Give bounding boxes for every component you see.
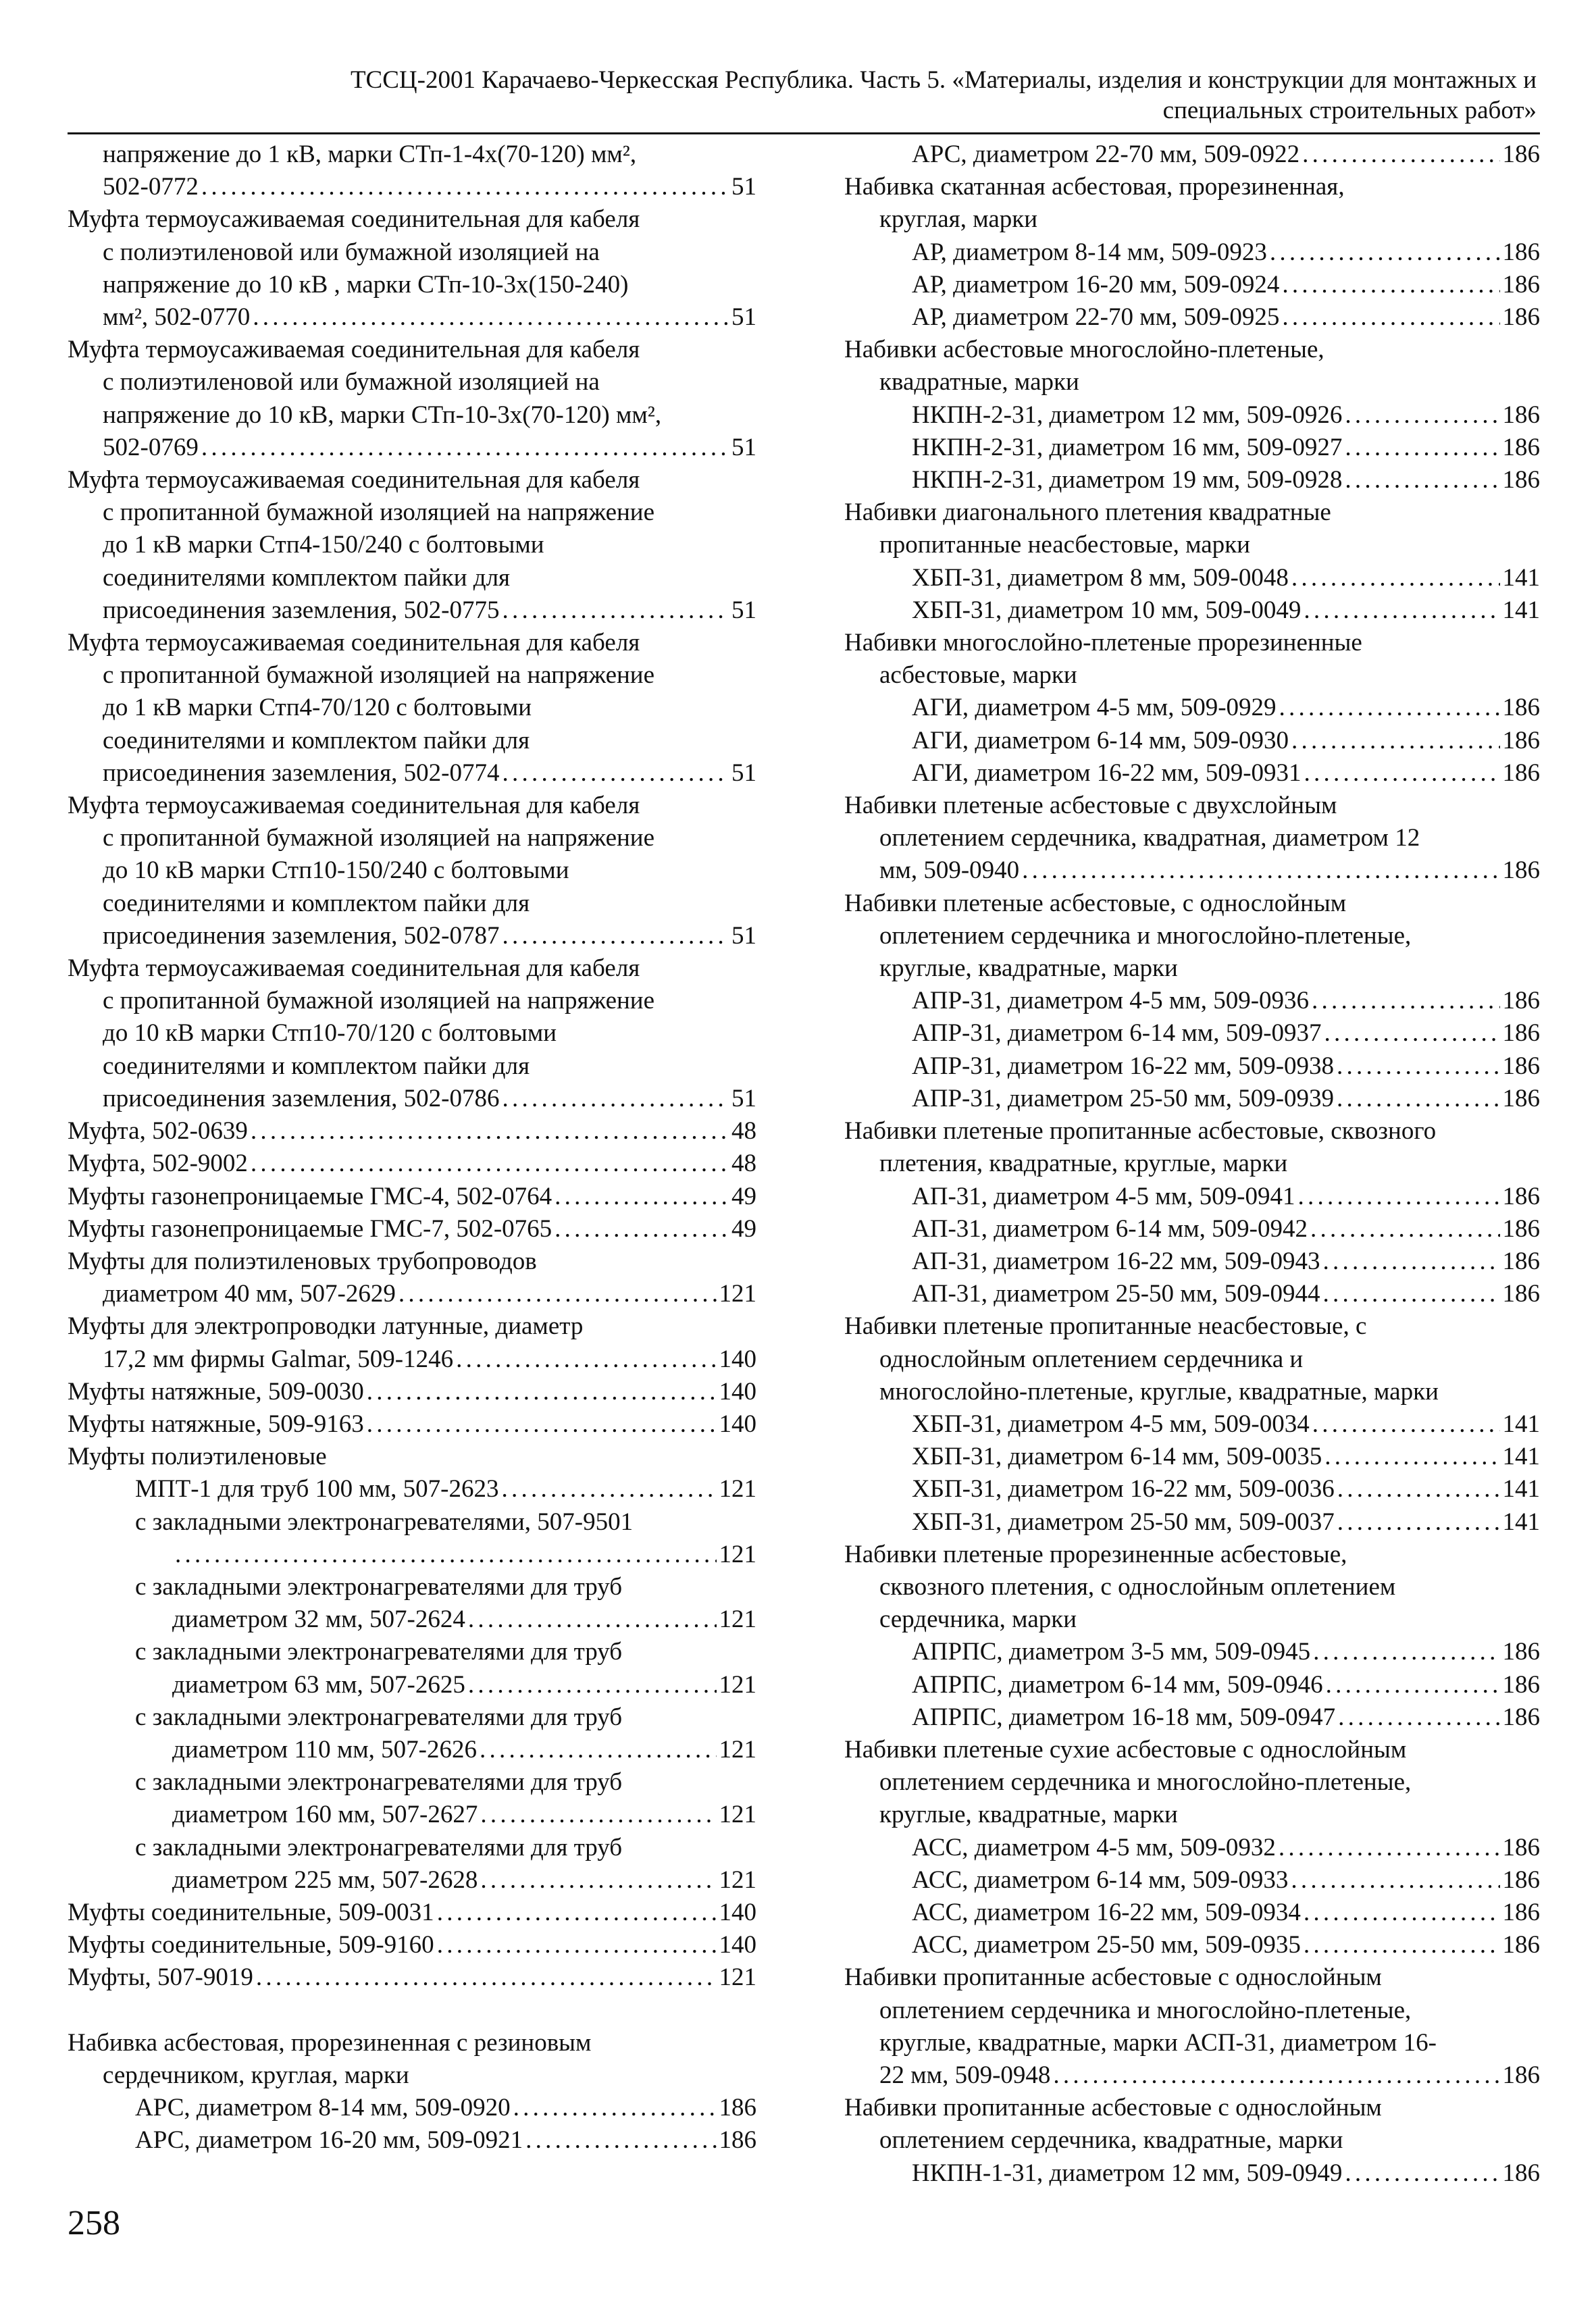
- leader-dots: [1304, 594, 1499, 627]
- entry-row: 17,2 мм фирмы Galmar, 509-1246 . . . 140: [68, 1343, 756, 1376]
- entry-row: ХБП-31, диаметром 10 мм, 509-0049 . . . 141: [844, 594, 1540, 627]
- leader-dots: [502, 757, 729, 790]
- page-ref: 48: [731, 1117, 756, 1146]
- page-ref: 186: [1502, 1833, 1540, 1861]
- entry-row: 22 мм, 509-0948 . . . 186: [844, 2059, 1540, 2092]
- page-ref: 141: [1502, 1443, 1540, 1471]
- leader-dots: [251, 1148, 729, 1180]
- leader-dots: [456, 1343, 716, 1376]
- entry-line: Муфта термоусаживаемая соединительная для кабеля: [68, 205, 640, 234]
- page-ref: 121: [719, 1866, 756, 1894]
- page-ref: 121: [719, 1605, 756, 1634]
- entry-line: соединителями и комплектом пайки для: [103, 726, 530, 754]
- entry-line: Набивки плетеные прорезиненные асбестовые,: [844, 1540, 1347, 1568]
- leader-dots: [1337, 1473, 1500, 1506]
- header-line-1: ТССЦ-2001 Карачаево-Черкесская Республика. Часть 5. «Материалы, изделия и конструкции для монтажных и: [350, 66, 1537, 94]
- entry-line: Муфта термоусаживаемая соединительная для кабеля: [68, 792, 640, 820]
- entry-line: Набивки плетеные пропитанные неасбестовые, с: [844, 1312, 1367, 1341]
- entry-row: АРС, диаметром 22-70 мм, 509-0922 . . . 186: [844, 138, 1540, 171]
- page-ref: 141: [1502, 1508, 1540, 1536]
- entry-row: диаметром 225 мм, 507-2628 . . . 121: [68, 1864, 756, 1897]
- entry-row: Муфта, 502-0639 . . . 48: [68, 1115, 756, 1148]
- entry-row: присоединения заземления, 502-0787 . . . 51: [68, 920, 756, 952]
- leader-dots: [1297, 1181, 1499, 1213]
- leader-dots: [256, 1961, 717, 1994]
- leader-dots: [1324, 1017, 1500, 1050]
- leader-dots: [480, 1799, 716, 1831]
- entry-line: до 10 кВ марки Стп10-70/120 с болтовыми: [103, 1019, 557, 1048]
- leader-dots: [1313, 1636, 1499, 1668]
- entry-line: напряжение до 10 кВ, марки СТп-10-3х(70-120) мм²,: [103, 401, 662, 429]
- leader-dots: [1304, 1929, 1500, 1961]
- page-ref: 186: [719, 2093, 756, 2122]
- entry-row: Муфты соединительные, 509-0031 . . . 140: [68, 1897, 756, 1929]
- entry-row: АП-31, диаметром 4-5 мм, 509-0941 . . . 186: [844, 1181, 1540, 1213]
- page-ref: 51: [731, 921, 756, 950]
- entry-row: ХБП-31, диаметром 16-22 мм, 509-0036 . . . 141: [844, 1473, 1540, 1506]
- entry-line: с закладными электронагревателями для труб: [135, 1703, 623, 1731]
- page-ref: 186: [1502, 1703, 1540, 1731]
- leader-dots: [1322, 1278, 1499, 1310]
- leader-dots: [437, 1897, 717, 1929]
- page-ref: 140: [719, 1931, 756, 1959]
- entry-line: Муфты для электропроводки латунные, диаметр: [68, 1312, 584, 1341]
- entry-row: мм, 509-0940 . . . 186: [844, 854, 1540, 887]
- page-ref: 141: [1502, 1410, 1540, 1438]
- leader-dots: [251, 1115, 729, 1148]
- page-ref: 186: [1502, 1019, 1540, 1048]
- page-ref: 140: [719, 1898, 756, 1926]
- entry-line: Набивки плетеные сухие асбестовые с однослойным: [844, 1735, 1407, 1764]
- entry-line: Муфты полиэтиленовые: [68, 1443, 327, 1471]
- leader-dots: [1053, 2059, 1499, 2092]
- entry-row: [68, 1539, 756, 1571]
- entry-row: АГИ, диаметром 16-22 мм, 509-0931 . . . 186: [844, 757, 1540, 790]
- leader-dots: [1279, 1832, 1500, 1864]
- entry-line: сердечника, марки: [879, 1605, 1077, 1634]
- entry-row: 502-0772 . . . 51: [68, 171, 756, 203]
- leader-dots: [502, 920, 729, 952]
- running-header: [169, 65, 1537, 126]
- entry-row: АРС, диаметром 8-14 мм, 509-0920 . . . 186: [68, 2092, 756, 2124]
- page-ref: 186: [1502, 1670, 1540, 1699]
- page-ref: 186: [1502, 466, 1540, 494]
- entry-row: АПР-31, диаметром 25-50 мм, 509-0939 . . . 186: [844, 1083, 1540, 1115]
- leader-dots: [468, 1669, 717, 1701]
- entry-row: 502-0769 . . . 51: [68, 432, 756, 464]
- leader-dots: [1282, 269, 1499, 301]
- page-ref: 121: [719, 1963, 756, 1992]
- entry-row: Муфты натяжные, 509-9163 . . . 140: [68, 1408, 756, 1441]
- entry-row: АР, диаметром 16-20 мм, 509-0924 . . . 186: [844, 269, 1540, 301]
- leader-dots: [1345, 464, 1499, 496]
- entry-line: до 1 кВ марки Стп4-70/120 с болтовыми: [103, 694, 532, 722]
- page-ref: 186: [1502, 726, 1540, 754]
- header-line-2: специальных строительных работ»: [1162, 97, 1537, 124]
- page-ref: 186: [1502, 1084, 1540, 1112]
- entry-line: круглая, марки: [879, 205, 1038, 234]
- entry-line: Набивки плетеные асбестовые, с однослойным: [844, 889, 1347, 917]
- page-ref: 121: [719, 1735, 756, 1764]
- entry-row: диаметром 160 мм, 507-2627 . . . 121: [68, 1799, 756, 1831]
- entry-line: Набивки пропитанные асбестовые с однослойным: [844, 2094, 1382, 2122]
- entry-line: однослойным оплетением сердечника и: [879, 1345, 1304, 1373]
- entry-row: ХБП-31, диаметром 8 мм, 509-0048 . . . 141: [844, 562, 1540, 594]
- leader-dots: [253, 301, 729, 334]
- entry-line: сердечником, круглая, марки: [103, 2061, 409, 2089]
- entry-row: ХБП-31, диаметром 4-5 мм, 509-0034 . . . 141: [844, 1408, 1540, 1441]
- entry-line: с закладными электронагревателями для труб: [135, 1638, 623, 1666]
- entry-line: круглые, квадратные, марки: [879, 954, 1178, 983]
- entry-row: НКПН-2-31, диаметром 12 мм, 509-0926 . . . 186: [844, 399, 1540, 432]
- entry-line: оплетением сердечника, квадратная, диаметром 12: [879, 824, 1420, 852]
- entry-line: Набивки плетеные асбестовые с двухслойным: [844, 792, 1337, 820]
- page-ref: 186: [1502, 759, 1540, 787]
- page-ref: 186: [1502, 1182, 1540, 1210]
- entry-row: диаметром 40 мм, 507-2629 . . . 121: [68, 1278, 756, 1310]
- entry-row: АПР-31, диаметром 16-22 мм, 509-0938 . . . 186: [844, 1050, 1540, 1083]
- page-ref: 121: [719, 1280, 756, 1308]
- entry-row: АР, диаметром 22-70 мм, 509-0925 . . . 186: [844, 301, 1540, 334]
- leader-dots: [175, 1539, 717, 1571]
- entry-line: круглые, квадратные, марки: [879, 1801, 1178, 1829]
- entry-line: Муфты для полиэтиленовых трубопроводов: [68, 1247, 537, 1275]
- leader-dots: [1345, 432, 1499, 464]
- page-ref: 186: [1502, 1214, 1540, 1243]
- leader-dots: [398, 1278, 717, 1310]
- entry-line: Набивки диагонального плетения квадратные: [844, 498, 1331, 527]
- entry-row: присоединения заземления, 502-0774 . . . 51: [68, 757, 756, 790]
- entry-row: мм², 502-0770 . . . 51: [68, 301, 756, 334]
- page-ref: 141: [1502, 596, 1540, 624]
- entry-line: Набивки плетеные пропитанные асбестовые, сквозного: [844, 1117, 1437, 1146]
- page-ref: 140: [719, 1410, 756, 1438]
- page-ref: 186: [1502, 2159, 1540, 2187]
- entry-line: с закладными электронагревателями для труб: [135, 1833, 623, 1861]
- entry-row: Муфты натяжные, 509-0030 . . . 140: [68, 1376, 756, 1408]
- entry-line: Набивки пропитанные асбестовые с однослойным: [844, 1963, 1382, 1992]
- leader-dots: [1324, 1441, 1499, 1473]
- entry-line: асбестовые, марки: [879, 661, 1077, 690]
- page-ref: 186: [719, 2126, 756, 2155]
- entry-row: Муфты газонепроницаемые ГМС-7, 502-0765 . . . 49: [68, 1213, 756, 1245]
- entry-row: НКПН-1-31, диаметром 12 мм, 509-0949 . . . 186: [844, 2157, 1540, 2190]
- entry-row: АСС, диаметром 25-50 мм, 509-0935 . . . 186: [844, 1929, 1540, 1961]
- entry-line: с полиэтиленовой или бумажной изоляцией на: [103, 368, 600, 396]
- leader-dots: [1291, 562, 1500, 594]
- leader-dots: [1337, 1050, 1499, 1083]
- page-ref: 186: [1502, 856, 1540, 885]
- entry-row: НКПН-2-31, диаметром 19 мм, 509-0928 . . . 186: [844, 464, 1540, 496]
- leader-dots: [201, 171, 729, 203]
- index-column-right: [844, 138, 1540, 2190]
- entry-line: Муфта термоусаживаемая соединительная для кабеля: [68, 466, 640, 494]
- entry-line: оплетением сердечника, квадратные, марки: [879, 2126, 1343, 2155]
- page-ref: 186: [1502, 238, 1540, 266]
- entry-line: Набивка асбестовая, прорезиненная с резиновым: [68, 2028, 592, 2057]
- entry-row: АП-31, диаметром 6-14 мм, 509-0942 . . . 186: [844, 1213, 1540, 1245]
- entry-line: Муфта термоусаживаемая соединительная для кабеля: [68, 954, 640, 983]
- leader-dots: [367, 1376, 717, 1408]
- entry-line: с закладными электронагревателями, 507-9501: [135, 1508, 634, 1536]
- page-ref: 141: [1502, 1475, 1540, 1503]
- page-ref: 121: [719, 1801, 756, 1829]
- page-ref: 141: [1502, 563, 1540, 592]
- leader-dots: [555, 1181, 729, 1213]
- leader-dots: [555, 1213, 729, 1245]
- leader-dots: [502, 1083, 729, 1115]
- leader-dots: [501, 1473, 716, 1506]
- entry-row: АПРПС, диаметром 16-18 мм, 509-0947 . . . 186: [844, 1701, 1540, 1734]
- entry-line: Муфта термоусаживаемая соединительная для кабеля: [68, 629, 640, 657]
- leader-dots: [1304, 757, 1500, 790]
- page-ref: 186: [1502, 303, 1540, 332]
- leader-dots: [1345, 399, 1499, 432]
- entry-row: Муфты, 507-9019 . . . 121: [68, 1961, 756, 1994]
- entry-line: с пропитанной бумажной изоляцией на напряжение: [103, 987, 655, 1015]
- page-ref: 51: [731, 596, 756, 624]
- leader-dots: [437, 1929, 717, 1961]
- leader-dots: [1279, 692, 1500, 724]
- entry-row: АРС, диаметром 16-20 мм, 509-0921 . . . 186: [68, 2124, 756, 2157]
- header-rule: [68, 132, 1540, 134]
- index-column-left: [68, 138, 756, 2157]
- leader-dots: [1326, 1669, 1500, 1701]
- entry-line: с закладными электронагревателями для труб: [135, 1572, 623, 1601]
- entry-row: АПРПС, диаметром 3-5 мм, 509-0945 . . . 186: [844, 1636, 1540, 1668]
- leader-dots: [1345, 2157, 1499, 2190]
- page-ref: 121: [719, 1475, 756, 1503]
- entry-line: Набивка скатанная асбестовая, прорезиненная,: [844, 173, 1345, 201]
- entry-line: Набивки асбестовые многослойно-плетеные,: [844, 336, 1324, 364]
- page-ref: 186: [1502, 1931, 1540, 1959]
- page-ref: 186: [1502, 694, 1540, 722]
- leader-dots: [1312, 985, 1499, 1017]
- entry-row: АП-31, диаметром 16-22 мм, 509-0943 . . . 186: [844, 1245, 1540, 1278]
- leader-dots: [1338, 1701, 1499, 1734]
- entry-line: плетения, квадратные, круглые, марки: [879, 1150, 1288, 1178]
- entry-line: с пропитанной бумажной изоляцией на напряжение: [103, 498, 655, 527]
- leader-dots: [513, 2092, 717, 2124]
- page-ref: 121: [719, 1670, 756, 1699]
- leader-dots: [1302, 138, 1499, 171]
- entry-line: оплетением сердечника и многослойно-плетеные,: [879, 1996, 1412, 2024]
- page-ref: 186: [1502, 1247, 1540, 1275]
- entry-line: напряжение до 10 кВ , марки СТп-10-3х(150-240): [103, 270, 629, 299]
- leader-dots: [480, 1734, 717, 1766]
- section-gap: [68, 1995, 756, 2027]
- leader-dots: [525, 2124, 716, 2157]
- page-ref: 186: [1502, 270, 1540, 299]
- page-ref: 49: [731, 1214, 756, 1243]
- entry-row: АПРПС, диаметром 6-14 мм, 509-0946 . . . 186: [844, 1669, 1540, 1701]
- page-ref: 48: [731, 1150, 756, 1178]
- leader-dots: [1337, 1506, 1500, 1539]
- page-ref: 186: [1502, 433, 1540, 461]
- entry-line: квадратные, марки: [879, 368, 1079, 396]
- page-ref: 51: [731, 173, 756, 201]
- leader-dots: [1322, 1245, 1499, 1278]
- page-ref: 51: [731, 759, 756, 787]
- entry-line: с пропитанной бумажной изоляцией на напряжение: [103, 824, 655, 852]
- entry-row: присоединения заземления, 502-0775 . . . 51: [68, 594, 756, 627]
- entry-line: Муфта термоусаживаемая соединительная для кабеля: [68, 336, 640, 364]
- entry-line: соединителями и комплектом пайки для: [103, 889, 530, 917]
- entry-line: до 1 кВ марки Стп4-150/240 с болтовыми: [103, 531, 544, 559]
- page-ref: 186: [1502, 401, 1540, 429]
- page-ref: 49: [731, 1182, 756, 1210]
- page-ref: 140: [719, 1345, 756, 1373]
- entry-row: диаметром 32 мм, 507-2624 . . . 121: [68, 1603, 756, 1636]
- page-ref: 51: [731, 1084, 756, 1112]
- entry-line: соединителями комплектом пайки для: [103, 563, 511, 592]
- entry-line: с пропитанной бумажной изоляцией на напряжение: [103, 661, 655, 690]
- entry-line: до 10 кВ марки Стп10-150/240 с болтовыми: [103, 856, 569, 885]
- entry-row: присоединения заземления, 502-0786 . . . 51: [68, 1083, 756, 1115]
- page-ref: 121: [719, 1540, 756, 1568]
- entry-row: Муфта, 502-9002 . . . 48: [68, 1148, 756, 1180]
- leader-dots: [1270, 236, 1500, 269]
- page-ref: 51: [731, 303, 756, 332]
- entry-line: Набивки многослойно-плетеные прорезиненные: [844, 629, 1362, 657]
- entry-line: многослойно-плетеные, круглые, квадратные, марки: [879, 1377, 1439, 1406]
- entry-row: диаметром 110 мм, 507-2626 . . . 121: [68, 1734, 756, 1766]
- entry-line: с закладными электронагревателями для труб: [135, 1768, 623, 1797]
- leader-dots: [468, 1603, 717, 1636]
- entry-row: АП-31, диаметром 25-50 мм, 509-0944 . . . 186: [844, 1278, 1540, 1310]
- entry-row: НКПН-2-31, диаметром 16 мм, 509-0927 . . . 186: [844, 432, 1540, 464]
- entry-row: АСС, диаметром 16-22 мм, 509-0934 . . . 186: [844, 1897, 1540, 1929]
- leader-dots: [367, 1408, 717, 1441]
- entry-line: с полиэтиленовой или бумажной изоляцией на: [103, 238, 600, 266]
- entry-row: АГИ, диаметром 6-14 мм, 509-0930 . . . 186: [844, 725, 1540, 757]
- page-ref: 51: [731, 433, 756, 461]
- page-ref: 186: [1502, 987, 1540, 1015]
- leader-dots: [1291, 725, 1499, 757]
- entry-line: пропитанные неасбестовые, марки: [879, 531, 1250, 559]
- entry-row: диаметром 63 мм, 507-2625 . . . 121: [68, 1669, 756, 1701]
- entry-row: АСС, диаметром 4-5 мм, 509-0932 . . . 186: [844, 1832, 1540, 1864]
- entry-line: сквозного плетения, с однослойным оплетением: [879, 1572, 1396, 1601]
- leader-dots: [1291, 1864, 1499, 1897]
- leader-dots: [1282, 301, 1499, 334]
- entry-row: ХБП-31, диаметром 25-50 мм, 509-0037 . . . 141: [844, 1506, 1540, 1539]
- entry-row: АПР-31, диаметром 6-14 мм, 509-0937 . . . 186: [844, 1017, 1540, 1050]
- leader-dots: [201, 432, 729, 464]
- entry-line: соединителями и комплектом пайки для: [103, 1052, 530, 1080]
- entry-line: круглые, квадратные, марки АСП-31, диаметром 16-: [879, 2028, 1437, 2057]
- entry-row: ХБП-31, диаметром 6-14 мм, 509-0035 . . . 141: [844, 1441, 1540, 1473]
- page-ref: 186: [1502, 1638, 1540, 1666]
- entry-line: оплетением сердечника и многослойно-плетеные,: [879, 921, 1412, 950]
- page-ref: 186: [1502, 1280, 1540, 1308]
- page-number: 258: [68, 2204, 120, 2242]
- entry-row: Муфты соединительные, 509-9160 . . . 140: [68, 1929, 756, 1961]
- entry-row: МПТ-1 для труб 100 мм, 507-2623 . . . 121: [68, 1473, 756, 1506]
- leader-dots: [502, 594, 729, 627]
- page-ref: 186: [1502, 1866, 1540, 1894]
- leader-dots: [1304, 1897, 1500, 1929]
- leader-dots: [1022, 854, 1499, 887]
- page-ref: 186: [1502, 1052, 1540, 1080]
- leader-dots: [1312, 1408, 1500, 1441]
- page-ref: 140: [719, 1377, 756, 1406]
- entry-row: АПР-31, диаметром 4-5 мм, 509-0936 . . . 186: [844, 985, 1540, 1017]
- leader-dots: [480, 1864, 716, 1897]
- leader-dots: [1310, 1213, 1500, 1245]
- page-ref: 186: [1502, 1898, 1540, 1926]
- page-ref: 186: [1502, 2061, 1540, 2089]
- entry-row: АГИ, диаметром 4-5 мм, 509-0929 . . . 186: [844, 692, 1540, 724]
- entry-line: оплетением сердечника и многослойно-плетеные,: [879, 1768, 1412, 1797]
- leader-dots: [1337, 1083, 1499, 1115]
- entry-row: АР, диаметром 8-14 мм, 509-0923 . . . 186: [844, 236, 1540, 269]
- page-ref: 186: [1502, 140, 1540, 168]
- entry-row: АСС, диаметром 6-14 мм, 509-0933 . . . 186: [844, 1864, 1540, 1897]
- entry-row: Муфты газонепроницаемые ГМС-4, 502-0764 . . . 49: [68, 1181, 756, 1213]
- entry-line: напряжение до 1 кВ, марки СТп-1-4х(70-120) мм²,: [103, 140, 637, 168]
